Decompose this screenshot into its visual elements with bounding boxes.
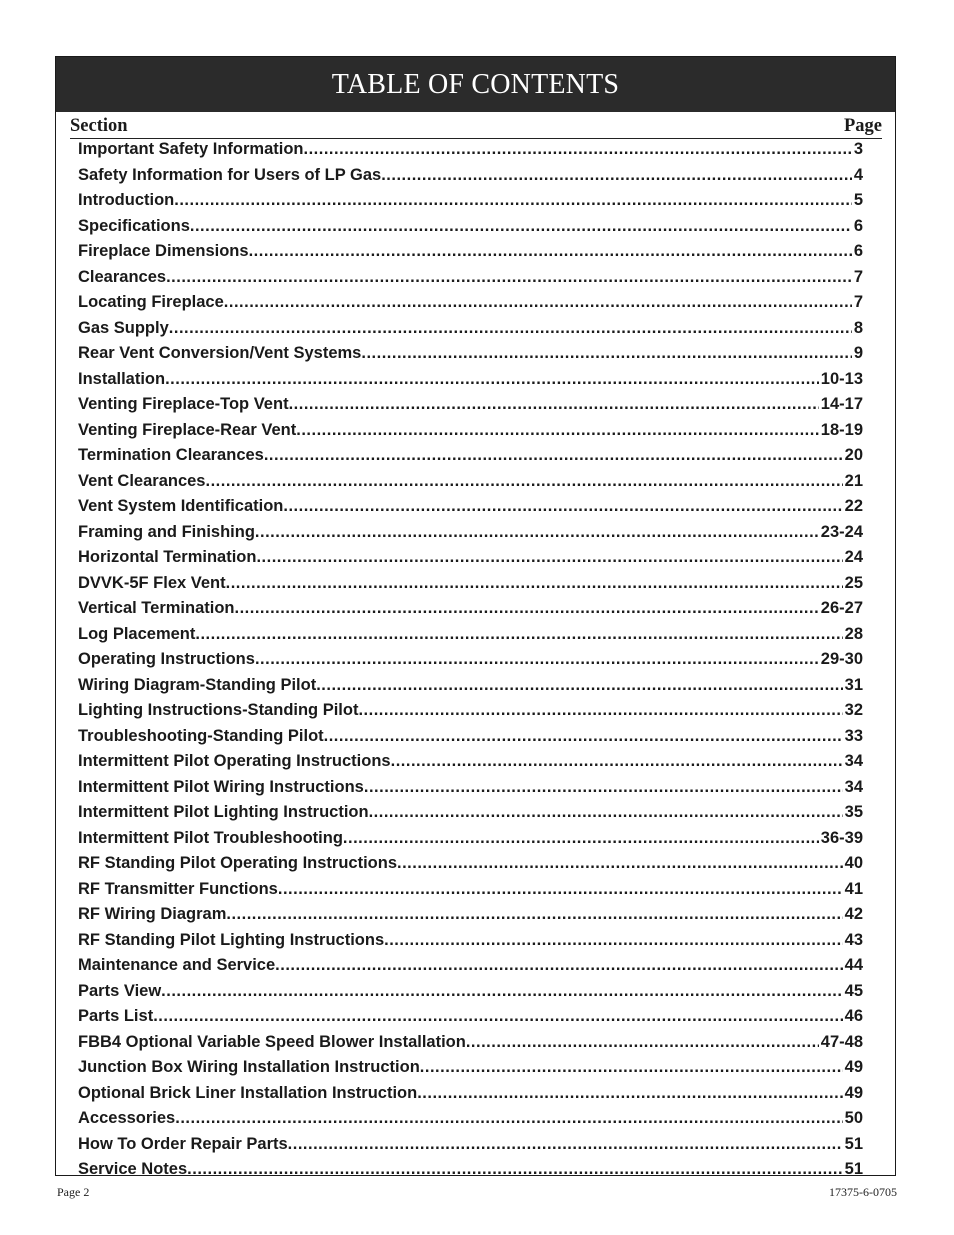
toc-entry bbox=[78, 443, 863, 469]
toc-entry-label: Log Placement bbox=[78, 624, 196, 643]
toc-entry-page: 9 bbox=[853, 344, 863, 362]
dot-leader bbox=[161, 979, 842, 1005]
dot-leader bbox=[249, 239, 852, 265]
toc-entry-page: 21 bbox=[844, 471, 863, 490]
toc-entry-page: 44 bbox=[844, 956, 863, 974]
toc-entry-page: 40 bbox=[844, 854, 863, 872]
dot-leader bbox=[278, 877, 843, 903]
dot-leader bbox=[316, 673, 842, 699]
toc-entry-label: Framing and Finishing bbox=[78, 522, 255, 541]
toc-entry bbox=[78, 392, 863, 418]
dot-leader bbox=[206, 469, 843, 495]
toc-entry-page: 7 bbox=[853, 293, 863, 311]
toc-entry-label: Safety Information for Users of LP Gas bbox=[78, 165, 382, 184]
toc-entry-label: Wiring Diagram-Standing Pilot bbox=[78, 675, 317, 694]
toc-entry-label: RF Wiring Diagram bbox=[78, 905, 227, 923]
toc-entry-label: RF Standing Pilot Operating Instructions bbox=[78, 854, 398, 872]
toc-entry bbox=[78, 979, 863, 1005]
toc-entry bbox=[78, 1004, 863, 1030]
dot-leader bbox=[275, 953, 842, 979]
toc-entry bbox=[78, 800, 863, 826]
toc-entry-page: 42 bbox=[844, 905, 863, 923]
dot-leader bbox=[361, 341, 851, 367]
dot-leader bbox=[195, 622, 842, 648]
toc-entry bbox=[78, 953, 863, 979]
toc-entry-label: Fireplace Dimensions bbox=[78, 242, 249, 260]
dot-leader bbox=[289, 392, 819, 418]
toc-entry bbox=[78, 163, 863, 189]
toc-entry-page: 43 bbox=[844, 930, 863, 949]
toc-entry-page: 51 bbox=[844, 1160, 863, 1178]
footer-doc-number: 17375-6-0705 bbox=[829, 1185, 897, 1199]
toc-entry-page: 36-39 bbox=[820, 828, 863, 847]
toc-entry-page: 5 bbox=[853, 191, 863, 209]
toc-entry-label: How To Order Repair Parts bbox=[78, 1134, 288, 1153]
toc-entry-label: RF Standing Pilot Lighting Instructions bbox=[78, 930, 385, 949]
dot-leader bbox=[166, 265, 852, 291]
toc-entry bbox=[78, 596, 863, 622]
dot-leader bbox=[283, 494, 842, 520]
toc-entry bbox=[78, 214, 863, 240]
toc-entry-page: 7 bbox=[853, 267, 863, 286]
toc-entry-page: 10-13 bbox=[820, 369, 863, 388]
toc-frame bbox=[55, 56, 896, 1176]
toc-entry-page: 50 bbox=[844, 1109, 863, 1127]
toc-entry-page: 23-24 bbox=[820, 522, 863, 541]
toc-entry bbox=[78, 418, 863, 444]
toc-entry-page: 8 bbox=[853, 318, 863, 337]
toc-entry-page: 49 bbox=[844, 1083, 863, 1102]
section-column-header: Section bbox=[70, 116, 128, 136]
dot-leader bbox=[226, 571, 843, 597]
dot-leader bbox=[256, 545, 842, 571]
dot-leader bbox=[417, 1081, 842, 1107]
toc-entry bbox=[78, 520, 863, 546]
dot-leader bbox=[264, 443, 843, 469]
toc-entry-page: 6 bbox=[853, 242, 863, 260]
toc-entry-label: Venting Fireplace-Top Vent bbox=[78, 395, 289, 413]
toc-entry bbox=[78, 698, 863, 724]
toc-entry-page: 49 bbox=[844, 1058, 863, 1076]
toc-entry-label: Troubleshooting-Standing Pilot bbox=[78, 726, 324, 745]
toc-entry-page: 20 bbox=[844, 446, 863, 464]
toc-entry-label: Locating Fireplace bbox=[78, 293, 224, 311]
toc-entry-page: 6 bbox=[853, 216, 863, 235]
toc-entry-label: Clearances bbox=[78, 267, 167, 286]
dot-leader bbox=[226, 902, 842, 928]
toc-entry-label: Important Safety Information bbox=[78, 140, 304, 158]
toc-entry bbox=[78, 775, 863, 801]
toc-entry-label: Maintenance and Service bbox=[78, 956, 276, 974]
toc-entry-label: Junction Box Wiring Installation Instruction bbox=[78, 1058, 420, 1076]
toc-entry bbox=[78, 851, 863, 877]
toc-entry-label: Rear Vent Conversion/Vent Systems bbox=[78, 344, 362, 362]
dot-leader bbox=[255, 520, 819, 546]
dot-leader bbox=[165, 367, 819, 393]
toc-entry bbox=[78, 1081, 863, 1107]
toc-entry bbox=[78, 571, 863, 597]
toc-entry bbox=[78, 137, 863, 163]
dot-leader bbox=[288, 1132, 843, 1158]
toc-entry-page: 4 bbox=[853, 165, 863, 184]
toc-entry-page: 29-30 bbox=[820, 650, 863, 668]
toc-entry bbox=[78, 469, 863, 495]
toc-entry-label: Intermittent Pilot Troubleshooting bbox=[78, 828, 343, 847]
toc-entry-label: Intermittent Pilot Wiring Instructions bbox=[78, 777, 364, 796]
toc-entry-label: Vertical Termination bbox=[78, 599, 235, 617]
toc-entry-page: 28 bbox=[844, 624, 863, 643]
toc-entry-label: Optional Brick Liner Installation Instruction bbox=[78, 1083, 418, 1102]
toc-entry bbox=[78, 239, 863, 265]
toc-entry-label: Installation bbox=[78, 369, 166, 388]
toc-entry-page: 3 bbox=[853, 140, 863, 158]
toc-entry bbox=[78, 902, 863, 928]
footer-page-number: Page 2 bbox=[57, 1185, 90, 1199]
dot-leader bbox=[384, 928, 843, 954]
toc-entry bbox=[78, 877, 863, 903]
toc-entry bbox=[78, 1055, 863, 1081]
toc-entry bbox=[78, 647, 863, 673]
toc-entry-label: Gas Supply bbox=[78, 318, 169, 337]
toc-entry-label: Accessories bbox=[78, 1109, 176, 1127]
toc-entry-label: Service Notes bbox=[78, 1160, 188, 1178]
toc-entry bbox=[78, 724, 863, 750]
toc-entry bbox=[78, 749, 863, 775]
dot-leader bbox=[381, 163, 852, 189]
toc-entry-page: 51 bbox=[844, 1134, 863, 1153]
toc-entry-page: 41 bbox=[844, 879, 863, 898]
toc-entry bbox=[78, 367, 863, 393]
dot-leader bbox=[397, 851, 843, 877]
dot-leader bbox=[174, 188, 852, 214]
toc-entry bbox=[78, 1106, 863, 1132]
dot-leader bbox=[466, 1030, 819, 1056]
dot-leader bbox=[175, 1106, 842, 1132]
toc-entry-label: Parts List bbox=[78, 1007, 154, 1025]
toc-entry bbox=[78, 494, 863, 520]
toc-entry-label: Introduction bbox=[78, 191, 175, 209]
page-column-header: Page bbox=[843, 116, 882, 136]
toc-entry bbox=[78, 265, 863, 291]
toc-entry-page: 46 bbox=[844, 1007, 863, 1025]
toc-entry-label: RF Transmitter Functions bbox=[78, 879, 278, 898]
toc-title: TABLE OF CONTENTS bbox=[56, 57, 895, 112]
toc-entry-label: Parts View bbox=[78, 981, 162, 1000]
toc-entry bbox=[78, 1157, 863, 1183]
toc-entry-page: 25 bbox=[844, 573, 863, 592]
toc-entry bbox=[78, 316, 863, 342]
toc-entry bbox=[78, 673, 863, 699]
toc-entry bbox=[78, 545, 863, 571]
toc-entry-page: 35 bbox=[844, 803, 863, 821]
toc-entry-page: 14-17 bbox=[820, 395, 863, 413]
toc-entry bbox=[78, 826, 863, 852]
toc-entry-page: 18-19 bbox=[820, 420, 863, 439]
toc-entry bbox=[78, 290, 863, 316]
dot-leader bbox=[190, 214, 852, 240]
toc-entry-label: Lighting Instructions-Standing Pilot bbox=[78, 701, 359, 719]
dot-leader bbox=[358, 698, 842, 724]
toc-entry-label: Vent System Identification bbox=[78, 497, 284, 515]
toc-entry-label: DVVK-5F Flex Vent bbox=[78, 573, 226, 592]
dot-leader bbox=[153, 1004, 842, 1030]
dot-leader bbox=[420, 1055, 843, 1081]
dot-leader bbox=[364, 775, 843, 801]
toc-entry-page: 31 bbox=[844, 675, 863, 694]
dot-leader bbox=[324, 724, 843, 750]
toc-entry-label: Venting Fireplace-Rear Vent bbox=[78, 420, 297, 439]
dot-leader bbox=[235, 596, 819, 622]
dot-leader bbox=[169, 316, 852, 342]
toc-entry-page: 26-27 bbox=[820, 599, 863, 617]
toc-entry-label: Operating Instructions bbox=[78, 650, 255, 668]
toc-entry-page: 24 bbox=[844, 548, 863, 566]
dot-leader bbox=[343, 826, 819, 852]
toc-entry bbox=[78, 341, 863, 367]
toc-entry bbox=[78, 622, 863, 648]
dot-leader bbox=[304, 137, 852, 163]
toc-entry-label: Intermittent Pilot Lighting Instruction bbox=[78, 803, 369, 821]
toc-entry-label: Termination Clearances bbox=[78, 446, 264, 464]
toc-entry-page: 45 bbox=[844, 981, 863, 1000]
toc-entry-label: FBB4 Optional Variable Speed Blower Installation bbox=[78, 1032, 466, 1051]
dot-leader bbox=[224, 290, 852, 316]
dot-leader bbox=[255, 647, 819, 673]
toc-entry-page: 22 bbox=[844, 497, 863, 515]
dot-leader bbox=[296, 418, 819, 444]
toc-entry-page: 34 bbox=[844, 752, 863, 770]
toc-entry-page: 34 bbox=[844, 777, 863, 796]
dot-leader bbox=[187, 1157, 842, 1183]
toc-entry-label: Intermittent Pilot Operating Instructions bbox=[78, 752, 391, 770]
toc-entry-label: Specifications bbox=[78, 216, 190, 235]
toc-entry-label: Horizontal Termination bbox=[78, 548, 257, 566]
toc-entry-page: 32 bbox=[844, 701, 863, 719]
toc-entry bbox=[78, 928, 863, 954]
toc-entry-page: 33 bbox=[844, 726, 863, 745]
dot-leader bbox=[369, 800, 843, 826]
toc-list bbox=[78, 137, 863, 1183]
toc-entry bbox=[78, 1132, 863, 1158]
toc-entry bbox=[78, 1030, 863, 1056]
toc-entry-label: Vent Clearances bbox=[78, 471, 206, 490]
toc-entry bbox=[78, 188, 863, 214]
toc-entry-page: 47-48 bbox=[820, 1032, 863, 1051]
dot-leader bbox=[391, 749, 843, 775]
